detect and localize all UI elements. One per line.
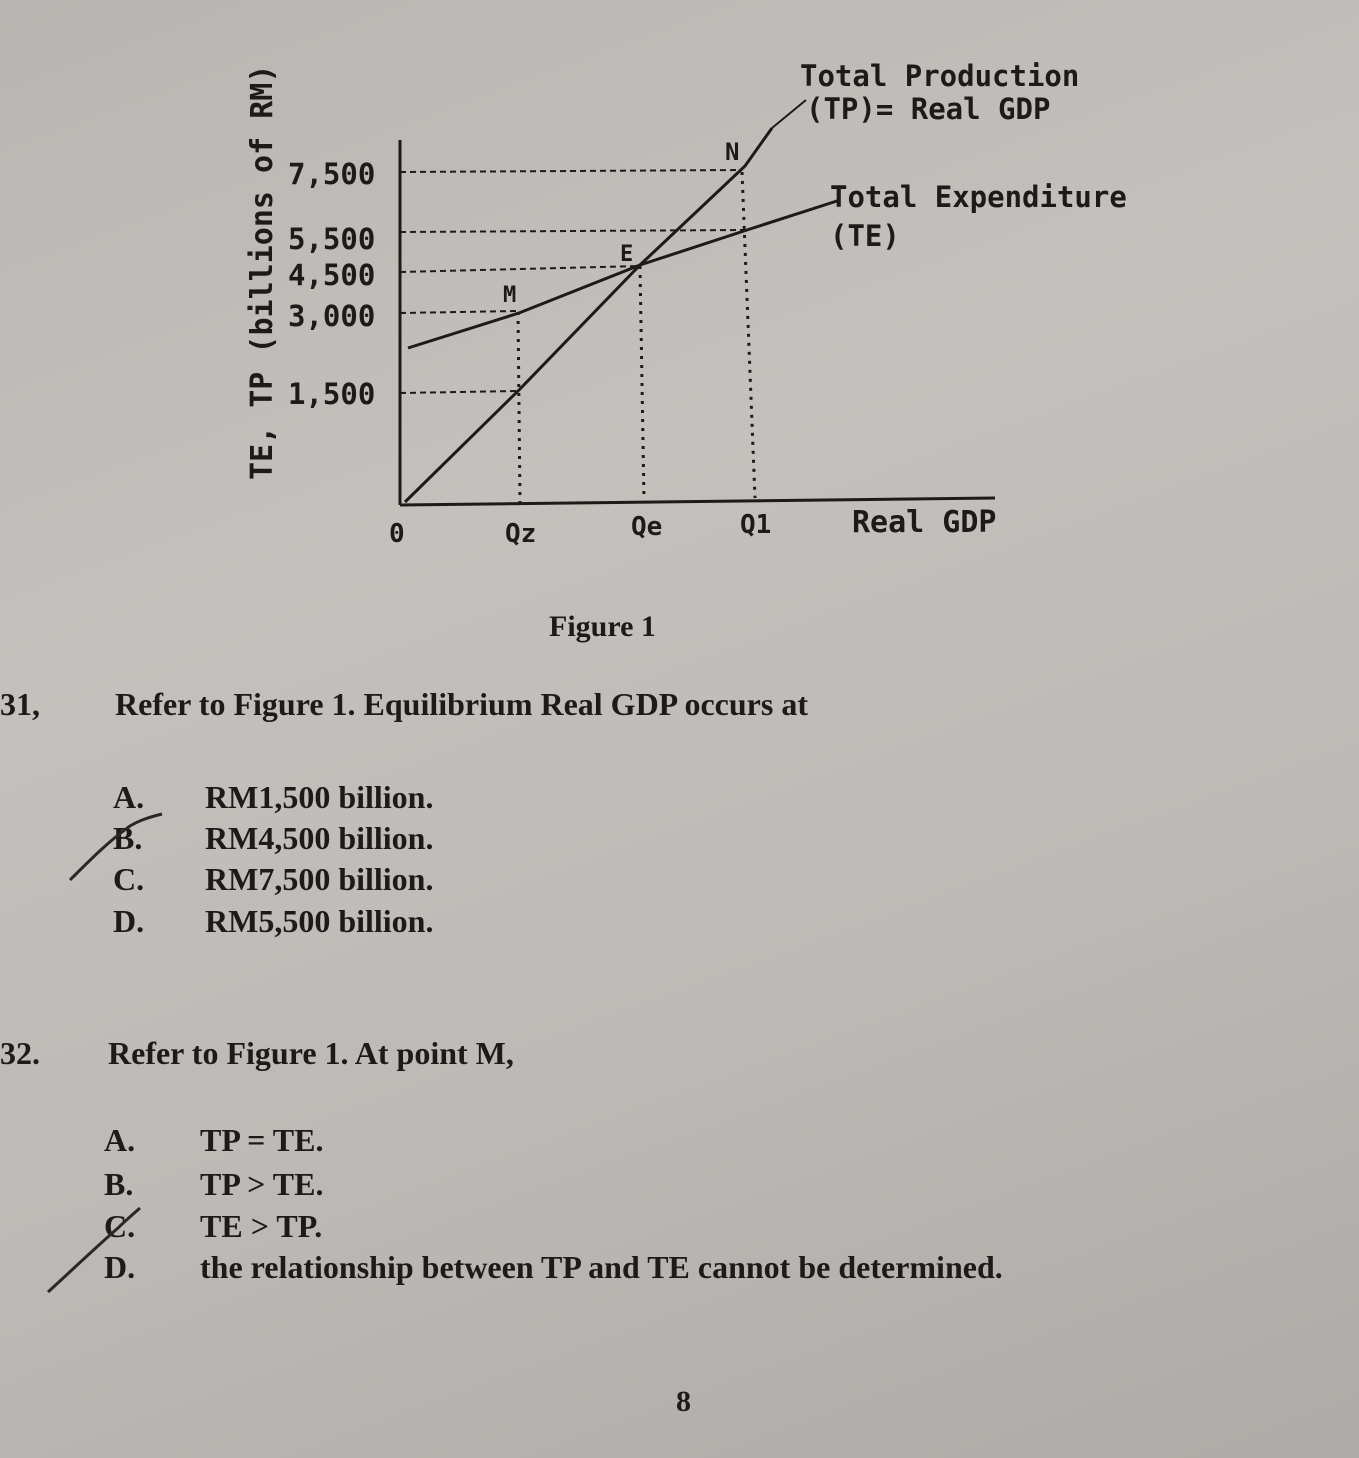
- y-tick-label: 1,500: [288, 377, 376, 411]
- option-text[interactable]: the relationship between TP and TE cannot be determined.: [200, 1249, 1003, 1285]
- x-axis-label: Real GDP: [852, 505, 997, 540]
- tp-label-line2: (TP)= Real GDP: [806, 92, 1051, 126]
- tp-label-line1: Total Production: [800, 59, 1080, 93]
- y-axis-label: TE, TP (billions of RM): [245, 64, 280, 480]
- page-number: 8: [676, 1385, 691, 1418]
- answer-mark-32: [48, 1208, 140, 1292]
- figure-caption: Figure 1: [549, 610, 656, 643]
- te-label-line1: Total Expenditure: [830, 180, 1127, 214]
- option-letter[interactable]: D.: [113, 903, 145, 939]
- x-tick-label: 0: [389, 519, 405, 549]
- option-text[interactable]: TE > TP.: [200, 1208, 323, 1244]
- option-text[interactable]: TP > TE.: [200, 1166, 324, 1202]
- question-text: Refer to Figure 1. Equilibrium Real GDP occurs at: [115, 686, 808, 722]
- x-tick-label: Qe: [631, 512, 663, 542]
- point-label-e: E: [620, 242, 634, 267]
- option-letter[interactable]: A.: [113, 779, 145, 815]
- point-label-n: N: [725, 138, 740, 166]
- answer-mark-31: [70, 814, 162, 880]
- y-tick-label: 7,500: [288, 157, 376, 191]
- x-tick-label: Qz: [505, 519, 537, 549]
- y-tick-label: 5,500: [288, 222, 376, 256]
- x-tick-label: Q1: [740, 510, 772, 540]
- y-tick-label: 4,500: [288, 258, 376, 292]
- option-text[interactable]: RM1,500 billion.: [205, 779, 434, 815]
- option-letter[interactable]: B.: [104, 1166, 134, 1202]
- option-text[interactable]: RM4,500 billion.: [205, 820, 434, 856]
- option-letter[interactable]: B.: [113, 820, 143, 856]
- point-label-m: M: [503, 283, 517, 308]
- te-label-line2: (TE): [830, 219, 900, 253]
- question-number: 31,: [0, 686, 40, 722]
- question-text: Refer to Figure 1. At point M,: [108, 1035, 514, 1071]
- option-letter[interactable]: A.: [104, 1122, 136, 1158]
- option-letter[interactable]: D.: [104, 1249, 136, 1285]
- question-number: 32.: [0, 1035, 40, 1071]
- option-text[interactable]: RM7,500 billion.: [205, 861, 434, 897]
- option-letter[interactable]: C.: [113, 861, 145, 897]
- y-tick-label: 3,000: [288, 299, 376, 333]
- option-text[interactable]: RM5,500 billion.: [205, 903, 434, 939]
- option-text[interactable]: TP = TE.: [200, 1122, 324, 1158]
- option-letter[interactable]: C.: [104, 1208, 136, 1244]
